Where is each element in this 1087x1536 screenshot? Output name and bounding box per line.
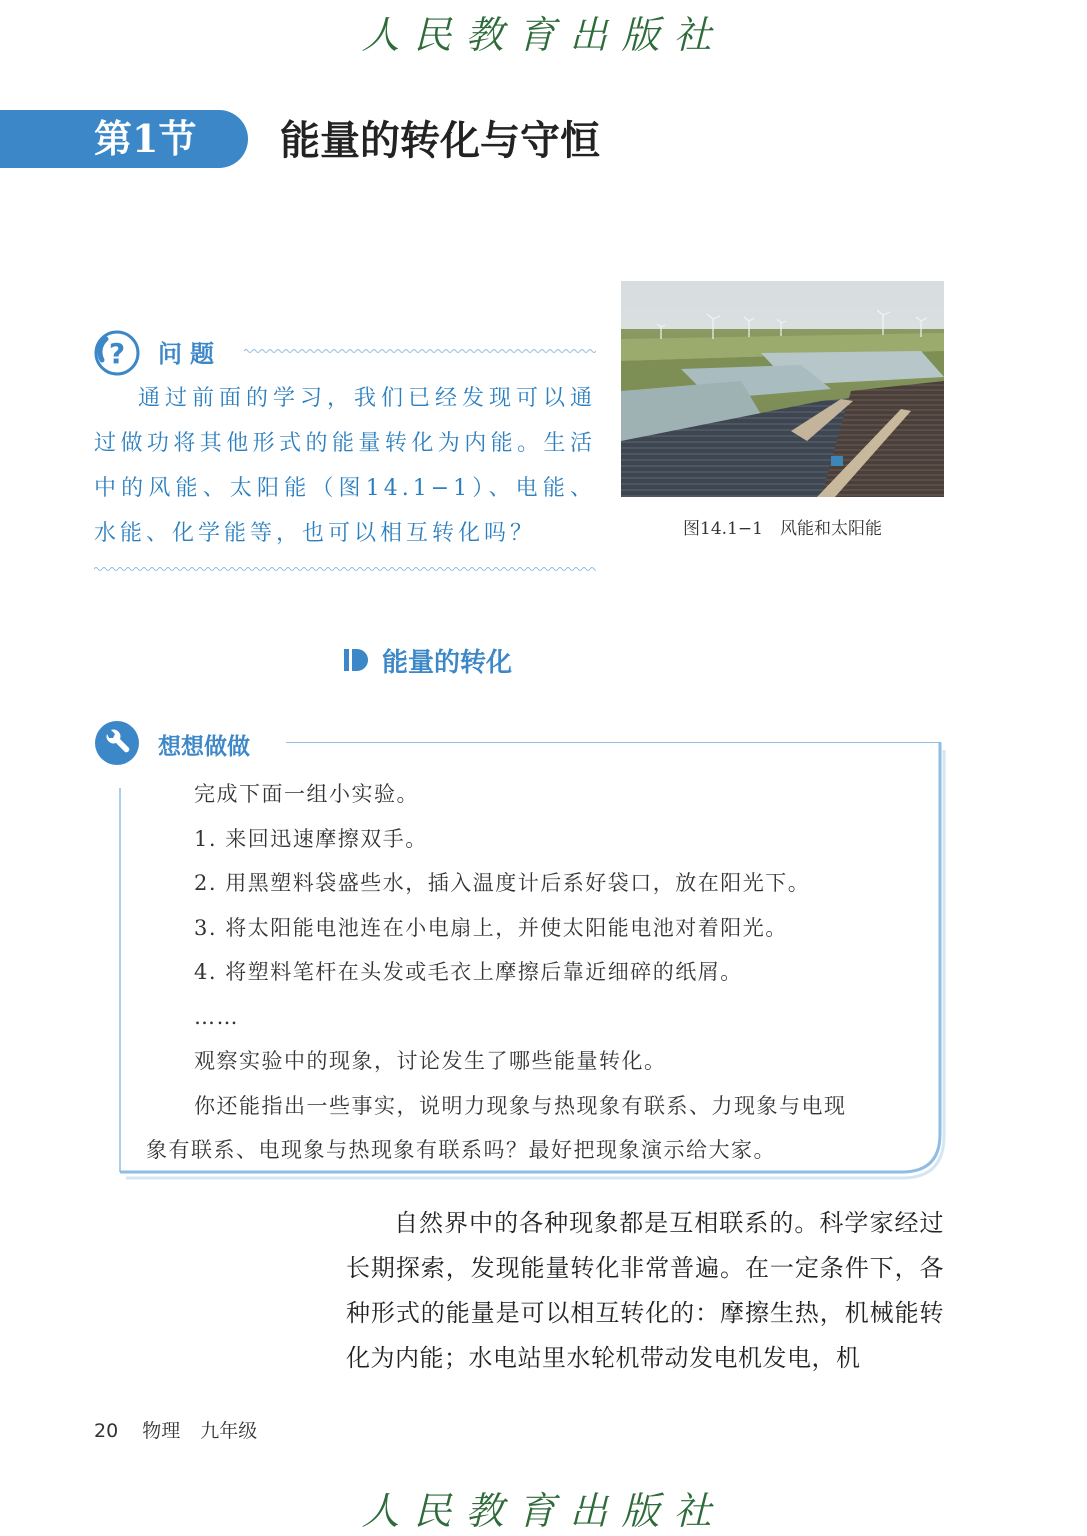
section-title: 能量的转化与守恒 — [280, 118, 600, 164]
activity-line: 1. 来回迅速摩擦双手。 — [194, 826, 428, 851]
body-paragraph: 自然界中的各种现象都是互相联系的。科学家经过长期探索，发现能量转化非常普遍。在一定条件下，各种形式的能量是可以相互转化的：摩擦生热，机械能转化为内能；水电站里水轮机带动发电机发电，机 — [346, 1209, 944, 1372]
question-icon — [94, 330, 140, 376]
activity-line: 你还能指出一些事实，说明力现象与热现象有联系、力现象与电现 — [194, 1093, 847, 1118]
activity-line: …… — [194, 1004, 239, 1029]
page-number: 20 — [94, 1420, 119, 1442]
activity-header-rule — [286, 742, 940, 743]
section-number-badge: 第1节 — [0, 110, 248, 168]
activity-line: 4. 将塑料笔杆在头发或毛衣上摩擦后靠近细碎的纸屑。 — [194, 960, 743, 984]
activity-line: 完成下面一组小实验。 — [194, 782, 419, 806]
activity-line: 象有联系、电现象与热现象有联系吗？最好把现象演示给大家。 — [146, 1138, 776, 1162]
activity-text — [146, 772, 922, 1173]
activity-line: 2. 用黑塑料袋盛些水，插入温度计后系好袋口，放在阳光下。 — [194, 871, 811, 895]
wavy-divider-bottom — [94, 566, 596, 572]
svg-text:?: ? — [108, 337, 126, 370]
publisher-logo-header: 人民教育出版社 — [361, 13, 726, 57]
subject-label: 物理 — [142, 1420, 181, 1442]
subsection-title: 能量的转化 — [382, 648, 513, 678]
activity-line: 3. 将太阳能电池连在小电扇上，并使太阳能电池对着阳光。 — [194, 915, 788, 940]
publisher-logo-footer: 人民教育出版社 — [361, 1489, 726, 1533]
wavy-divider-top — [244, 348, 596, 354]
page-footer — [94, 1416, 257, 1443]
problem-text: 通过前面的学习，我们已经发现可以通过做功将其他形式的能量转化为内能。生活中的风能、太阳能（图14.1−1）、电能、水能、化学能等，也可以相互转化吗？ — [94, 386, 596, 546]
activity-label: 想想做做 — [158, 734, 250, 760]
grade-label: 九年级 — [200, 1420, 258, 1442]
activity-line: 观察实验中的现象，讨论发生了哪些能量转化。 — [194, 1049, 667, 1073]
problem-label: 问题 — [158, 340, 222, 368]
wrench-icon — [94, 720, 140, 766]
section-marker-icon — [343, 647, 369, 673]
wind-solar-photo — [621, 281, 944, 497]
figure-caption: 图14.1−1 风能和太阳能 — [683, 519, 882, 539]
